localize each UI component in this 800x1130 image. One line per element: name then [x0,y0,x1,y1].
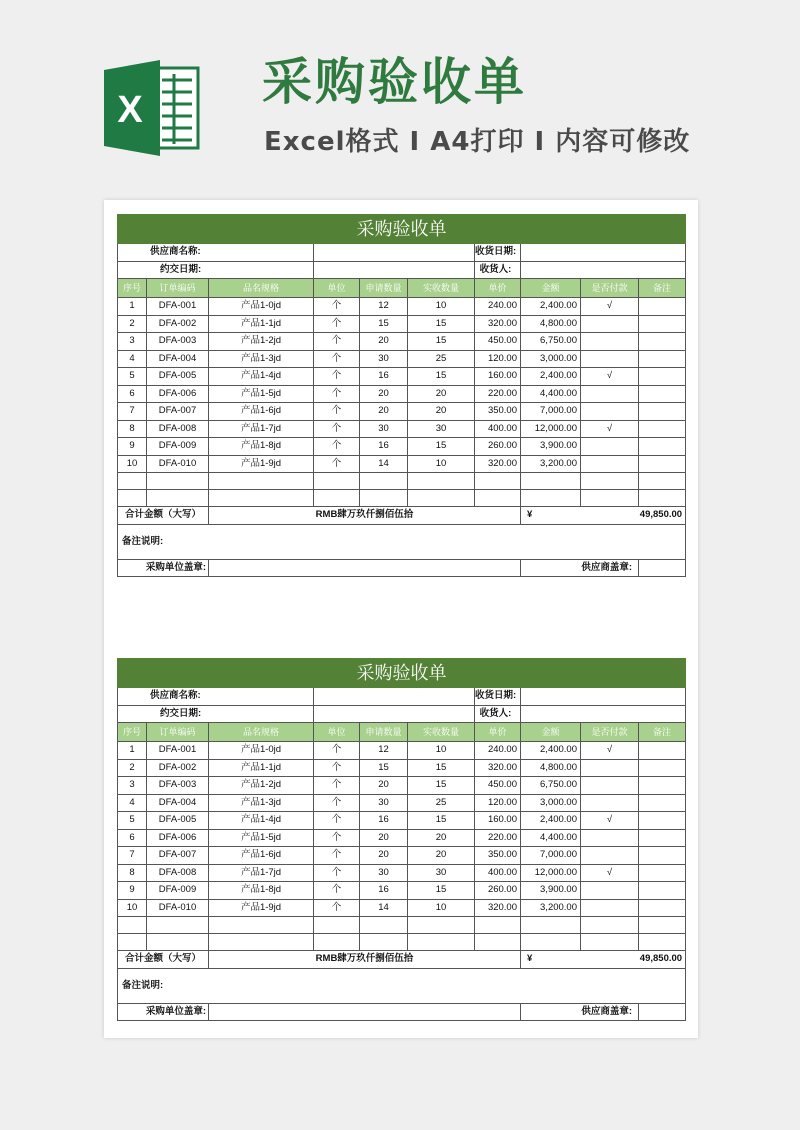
row-number-cell[interactable]: 1 [118,298,147,316]
unit-cell[interactable]: 个 [314,829,360,847]
receiver-field[interactable] [521,705,686,723]
product-spec-cell[interactable]: 产品1-4jd [209,368,314,386]
receiver-label: 收货人: [475,261,521,279]
amount-cell[interactable]: 4,800.00 [521,759,581,777]
apply-qty-cell[interactable]: 30 [360,794,408,812]
unit-cell[interactable]: 个 [314,438,360,456]
product-spec-cell[interactable]: 产品1-5jd [209,385,314,403]
total-row [118,507,686,525]
product-spec-cell[interactable]: 产品1-8jd [209,438,314,456]
row-number-cell[interactable]: 9 [118,882,147,900]
product-spec-cell[interactable]: 产品1-1jd [209,759,314,777]
received-qty-cell[interactable]: 15 [408,368,475,386]
unit-cell[interactable]: 个 [314,847,360,865]
unit-cell[interactable]: 个 [314,777,360,795]
apply-qty-cell[interactable]: 16 [360,882,408,900]
product-spec-cell[interactable]: 产品1-1jd [209,315,314,333]
supplier-seal-field[interactable] [639,559,686,577]
received-qty-cell[interactable]: 20 [408,847,475,865]
order-code-cell[interactable]: DFA-009 [147,438,209,456]
page-title: 采购验收单 [262,53,527,111]
notes-label: 备注说明: [122,979,164,991]
unit-price-cell[interactable]: 350.00 [475,847,521,865]
amount-cell[interactable]: 3,200.00 [521,455,581,473]
unit-cell[interactable]: 个 [314,882,360,900]
unit-cell[interactable]: 个 [314,812,360,830]
amount-cell[interactable]: 6,750.00 [521,333,581,351]
column-header: 备注 [639,723,686,742]
apply-qty-cell[interactable]: 16 [360,368,408,386]
unit-price-cell[interactable]: 400.00 [475,864,521,882]
product-spec-cell[interactable]: 产品1-8jd [209,882,314,900]
amount-cell[interactable]: 3,000.00 [521,350,581,368]
unit-cell[interactable]: 个 [314,368,360,386]
paper-sheet [104,200,698,1038]
order-code-cell[interactable]: DFA-003 [147,777,209,795]
table-row [118,742,686,760]
order-code-cell[interactable]: DFA-001 [147,298,209,316]
amount-cell[interactable]: 4,400.00 [521,829,581,847]
excel-icon [104,58,200,158]
unit-price-cell[interactable]: 400.00 [475,420,521,438]
paid-mark-cell[interactable] [581,899,639,917]
amount-cell[interactable]: 3,900.00 [521,882,581,900]
currency-symbol: ¥ [521,951,581,969]
apply-qty-cell[interactable]: 20 [360,829,408,847]
apply-qty-cell[interactable]: 15 [360,759,408,777]
row-number-cell[interactable]: 10 [118,455,147,473]
apply-qty-cell[interactable]: 12 [360,742,408,760]
row-number-cell[interactable]: 9 [118,438,147,456]
column-header: 序号 [118,723,147,742]
received-qty-cell[interactable]: 15 [408,438,475,456]
apply-qty-cell[interactable]: 12 [360,298,408,316]
unit-cell[interactable]: 个 [314,742,360,760]
received-qty-cell[interactable]: 10 [408,298,475,316]
table-row [118,368,686,386]
paid-mark-cell[interactable] [581,882,639,900]
column-header: 订单编码 [147,279,209,298]
unit-cell[interactable]: 个 [314,403,360,421]
unit-price-cell[interactable]: 320.00 [475,455,521,473]
unit-price-cell[interactable]: 350.00 [475,403,521,421]
remark-cell[interactable] [639,455,686,473]
remark-cell[interactable] [639,315,686,333]
row-number-cell[interactable]: 10 [118,899,147,917]
product-spec-cell[interactable]: 产品1-7jd [209,864,314,882]
column-header-row [118,279,686,298]
received-qty-cell[interactable]: 15 [408,812,475,830]
buyer-seal-field[interactable] [209,559,521,577]
order-code-cell[interactable]: DFA-004 [147,794,209,812]
paid-mark-cell[interactable] [581,829,639,847]
table-row [118,298,686,316]
row-number-cell[interactable]: 3 [118,333,147,351]
received-qty-cell[interactable]: 10 [408,899,475,917]
amount-cell[interactable]: 6,750.00 [521,777,581,795]
paid-mark-cell[interactable] [581,350,639,368]
page-subtitle: Excel格式 I A4打印 I 内容可修改 [264,127,691,157]
row-number-cell[interactable]: 5 [118,812,147,830]
apply-qty-cell[interactable]: 14 [360,455,408,473]
table-row [118,315,686,333]
column-header: 单位 [314,723,360,742]
remark-cell[interactable] [639,847,686,865]
form-table [117,214,686,577]
apply-qty-cell[interactable]: 14 [360,899,408,917]
column-header: 申请数量 [360,723,408,742]
unit-price-cell[interactable]: 220.00 [475,385,521,403]
column-header: 品名规格 [209,723,314,742]
amount-cell[interactable]: 2,400.00 [521,368,581,386]
row-number-cell[interactable]: 5 [118,368,147,386]
unit-price-cell[interactable]: 240.00 [475,298,521,316]
product-spec-cell[interactable]: 产品1-9jd [209,455,314,473]
table-row [118,438,686,456]
received-qty-cell[interactable]: 30 [408,420,475,438]
apply-qty-cell[interactable]: 16 [360,812,408,830]
product-spec-cell[interactable]: 产品1-0jd [209,298,314,316]
table-row [118,420,686,438]
page-header [0,0,800,200]
order-code-cell[interactable]: DFA-002 [147,759,209,777]
row-number-cell[interactable]: 4 [118,350,147,368]
unit-cell[interactable]: 个 [314,298,360,316]
agreed-date-label: 约交日期: [118,261,314,279]
order-code-cell[interactable]: DFA-005 [147,368,209,386]
table-row [118,777,686,795]
unit-cell[interactable]: 个 [314,794,360,812]
column-header: 单价 [475,723,521,742]
unit-price-cell[interactable]: 320.00 [475,315,521,333]
table-row [118,899,686,917]
apply-qty-cell[interactable]: 30 [360,350,408,368]
paid-mark-cell[interactable] [581,455,639,473]
amount-cell[interactable]: 2,400.00 [521,742,581,760]
seal-row [118,1003,686,1021]
purchase-acceptance-form [117,658,685,1021]
supplier-seal-label: 供应商盖章: [521,1003,639,1021]
row-number-cell[interactable]: 8 [118,864,147,882]
supplier-name-field[interactable] [314,688,475,706]
unit-price-cell[interactable]: 220.00 [475,829,521,847]
remark-cell[interactable] [639,298,686,316]
amount-cell[interactable]: 7,000.00 [521,847,581,865]
product-spec-cell[interactable]: 产品1-2jd [209,333,314,351]
remark-cell[interactable] [639,368,686,386]
unit-price-cell[interactable]: 320.00 [475,759,521,777]
row-number-cell[interactable]: 2 [118,759,147,777]
remark-cell[interactable] [639,438,686,456]
unit-cell[interactable]: 个 [314,315,360,333]
column-header: 是否付款 [581,723,639,742]
paid-mark-cell[interactable] [581,759,639,777]
apply-qty-cell[interactable]: 15 [360,315,408,333]
unit-price-cell[interactable]: 120.00 [475,350,521,368]
order-code-cell[interactable]: DFA-006 [147,385,209,403]
apply-qty-cell[interactable]: 20 [360,403,408,421]
unit-cell[interactable]: 个 [314,864,360,882]
order-code-cell[interactable]: DFA-002 [147,315,209,333]
unit-cell[interactable]: 个 [314,333,360,351]
agreed-date-field[interactable] [314,705,475,723]
order-code-cell[interactable]: DFA-010 [147,455,209,473]
supplier-seal-label: 供应商盖章: [521,559,639,577]
received-qty-cell[interactable]: 30 [408,864,475,882]
table-row [118,350,686,368]
supplier-seal-field[interactable] [639,1003,686,1021]
remark-cell[interactable] [639,882,686,900]
purchase-acceptance-form [117,214,685,577]
receive-date-field[interactable] [521,244,686,262]
amount-cell[interactable]: 2,400.00 [521,812,581,830]
unit-price-cell[interactable]: 260.00 [475,438,521,456]
table-row [118,794,686,812]
total-in-words: RMB肆万玖仟捌佰伍拾 [209,507,521,525]
product-spec-cell[interactable]: 产品1-6jd [209,847,314,865]
unit-cell[interactable]: 个 [314,899,360,917]
paid-mark-cell[interactable] [581,333,639,351]
paid-mark-cell[interactable] [581,315,639,333]
apply-qty-cell[interactable]: 20 [360,847,408,865]
notes-field[interactable] [118,524,686,559]
unit-price-cell[interactable]: 240.00 [475,742,521,760]
received-qty-cell[interactable]: 20 [408,829,475,847]
remark-cell[interactable] [639,385,686,403]
column-header: 单价 [475,279,521,298]
row-number-cell[interactable]: 3 [118,777,147,795]
column-header: 申请数量 [360,279,408,298]
amount-cell[interactable]: 7,000.00 [521,403,581,421]
product-spec-cell[interactable]: 产品1-5jd [209,829,314,847]
received-qty-cell[interactable]: 25 [408,350,475,368]
amount-cell[interactable]: 4,800.00 [521,315,581,333]
amount-cell[interactable]: 12,000.00 [521,864,581,882]
table-row [118,385,686,403]
agreed-date-label: 约交日期: [118,705,314,723]
row-number-cell[interactable]: 7 [118,847,147,865]
received-qty-cell[interactable]: 15 [408,882,475,900]
buyer-seal-label: 采购单位盖章: [118,1003,209,1021]
currency-symbol: ¥ [521,507,581,525]
unit-cell[interactable]: 个 [314,350,360,368]
supplier-name-field[interactable] [314,244,475,262]
remark-cell[interactable] [639,420,686,438]
row-number-cell[interactable]: 8 [118,420,147,438]
row-number-cell[interactable]: 4 [118,794,147,812]
amount-cell[interactable]: 2,400.00 [521,298,581,316]
form-title: 采购验收单 [118,659,686,688]
unit-price-cell[interactable]: 450.00 [475,777,521,795]
unit-price-cell[interactable]: 160.00 [475,812,521,830]
row-number-cell[interactable]: 6 [118,829,147,847]
unit-price-cell[interactable]: 450.00 [475,333,521,351]
remark-cell[interactable] [639,742,686,760]
order-code-cell[interactable]: DFA-004 [147,350,209,368]
total-label: 合计金额（大写） [118,507,209,525]
table-row [118,829,686,847]
received-qty-cell[interactable]: 15 [408,777,475,795]
receive-date-label: 收货日期: [475,688,521,706]
product-spec-cell[interactable]: 产品1-0jd [209,742,314,760]
receiver-label: 收货人: [475,705,521,723]
paid-mark-cell[interactable] [581,794,639,812]
product-spec-cell[interactable]: 产品1-7jd [209,420,314,438]
column-header-row [118,723,686,742]
received-qty-cell[interactable]: 15 [408,315,475,333]
received-qty-cell[interactable]: 10 [408,742,475,760]
table-row [118,759,686,777]
apply-qty-cell[interactable]: 16 [360,438,408,456]
paid-mark-cell[interactable] [581,847,639,865]
order-code-cell[interactable]: DFA-007 [147,403,209,421]
order-code-cell[interactable]: DFA-010 [147,899,209,917]
unit-price-cell[interactable]: 160.00 [475,368,521,386]
seal-row [118,559,686,577]
product-spec-cell[interactable]: 产品1-4jd [209,812,314,830]
table-row [118,847,686,865]
row-number-cell[interactable]: 7 [118,403,147,421]
received-qty-cell[interactable]: 10 [408,455,475,473]
receive-date-label: 收货日期: [475,244,521,262]
remark-cell[interactable] [639,812,686,830]
table-row [118,882,686,900]
product-spec-cell[interactable]: 产品1-3jd [209,794,314,812]
paid-mark-cell[interactable]: √ [581,298,639,316]
unit-cell[interactable]: 个 [314,420,360,438]
unit-price-cell[interactable]: 260.00 [475,882,521,900]
amount-cell[interactable]: 12,000.00 [521,420,581,438]
received-qty-cell[interactable]: 20 [408,403,475,421]
row-number-cell[interactable]: 6 [118,385,147,403]
product-spec-cell[interactable]: 产品1-6jd [209,403,314,421]
order-code-cell[interactable]: DFA-001 [147,742,209,760]
remark-cell[interactable] [639,794,686,812]
paid-mark-cell[interactable]: √ [581,812,639,830]
remark-cell[interactable] [639,333,686,351]
total-amount: 49,850.00 [581,507,686,525]
paid-mark-cell[interactable]: √ [581,742,639,760]
total-in-words: RMB肆万玖仟捌佰伍拾 [209,951,521,969]
supplier-name-label: 供应商名称: [118,688,314,706]
paid-mark-cell[interactable] [581,403,639,421]
column-header: 序号 [118,279,147,298]
received-qty-cell[interactable]: 15 [408,333,475,351]
column-header: 订单编码 [147,723,209,742]
table-row [118,455,686,473]
supplier-name-label: 供应商名称: [118,244,314,262]
total-label: 合计金额（大写） [118,951,209,969]
apply-qty-cell[interactable]: 30 [360,420,408,438]
column-header: 金额 [521,723,581,742]
received-qty-cell[interactable]: 20 [408,385,475,403]
received-qty-cell[interactable]: 15 [408,759,475,777]
table-row [118,864,686,882]
table-row [118,812,686,830]
apply-qty-cell[interactable]: 20 [360,333,408,351]
order-code-cell[interactable]: DFA-008 [147,420,209,438]
receiver-field[interactable] [521,261,686,279]
column-header: 实收数量 [408,723,475,742]
form-title: 采购验收单 [118,215,686,244]
remark-cell[interactable] [639,829,686,847]
apply-qty-cell[interactable]: 30 [360,864,408,882]
remark-cell[interactable] [639,403,686,421]
table-row [118,403,686,421]
amount-cell[interactable]: 4,400.00 [521,385,581,403]
column-header: 备注 [639,279,686,298]
product-spec-cell[interactable]: 产品1-2jd [209,777,314,795]
apply-qty-cell[interactable]: 20 [360,385,408,403]
amount-cell[interactable]: 3,200.00 [521,899,581,917]
remark-cell[interactable] [639,864,686,882]
unit-price-cell[interactable]: 320.00 [475,899,521,917]
paid-mark-cell[interactable] [581,385,639,403]
column-header: 品名规格 [209,279,314,298]
paid-mark-cell[interactable]: √ [581,864,639,882]
paid-mark-cell[interactable] [581,438,639,456]
column-header: 金额 [521,279,581,298]
paid-mark-cell[interactable]: √ [581,368,639,386]
received-qty-cell[interactable]: 25 [408,794,475,812]
remark-cell[interactable] [639,350,686,368]
form-table [117,658,686,1021]
amount-cell[interactable]: 3,000.00 [521,794,581,812]
unit-cell[interactable]: 个 [314,759,360,777]
order-code-cell[interactable]: DFA-007 [147,847,209,865]
unit-price-cell[interactable]: 120.00 [475,794,521,812]
unit-cell[interactable]: 个 [314,455,360,473]
column-header: 实收数量 [408,279,475,298]
amount-cell[interactable]: 3,900.00 [521,438,581,456]
excel-icon-letter: X [117,89,143,131]
row-number-cell[interactable]: 1 [118,742,147,760]
notes-field[interactable] [118,968,686,1003]
buyer-seal-label: 采购单位盖章: [118,559,209,577]
order-code-cell[interactable]: DFA-005 [147,812,209,830]
total-amount: 49,850.00 [581,951,686,969]
column-header: 是否付款 [581,279,639,298]
paid-mark-cell[interactable] [581,777,639,795]
column-header: 单位 [314,279,360,298]
agreed-date-field[interactable] [314,261,475,279]
total-row [118,951,686,969]
product-spec-cell[interactable]: 产品1-3jd [209,350,314,368]
unit-cell[interactable]: 个 [314,385,360,403]
paid-mark-cell[interactable]: √ [581,420,639,438]
order-code-cell[interactable]: DFA-006 [147,829,209,847]
receive-date-field[interactable] [521,688,686,706]
order-code-cell[interactable]: DFA-009 [147,882,209,900]
notes-label: 备注说明: [122,535,164,547]
product-spec-cell[interactable]: 产品1-9jd [209,899,314,917]
row-number-cell[interactable]: 2 [118,315,147,333]
remark-cell[interactable] [639,777,686,795]
remark-cell[interactable] [639,759,686,777]
order-code-cell[interactable]: DFA-003 [147,333,209,351]
apply-qty-cell[interactable]: 20 [360,777,408,795]
remark-cell[interactable] [639,899,686,917]
order-code-cell[interactable]: DFA-008 [147,864,209,882]
buyer-seal-field[interactable] [209,1003,521,1021]
table-row [118,333,686,351]
